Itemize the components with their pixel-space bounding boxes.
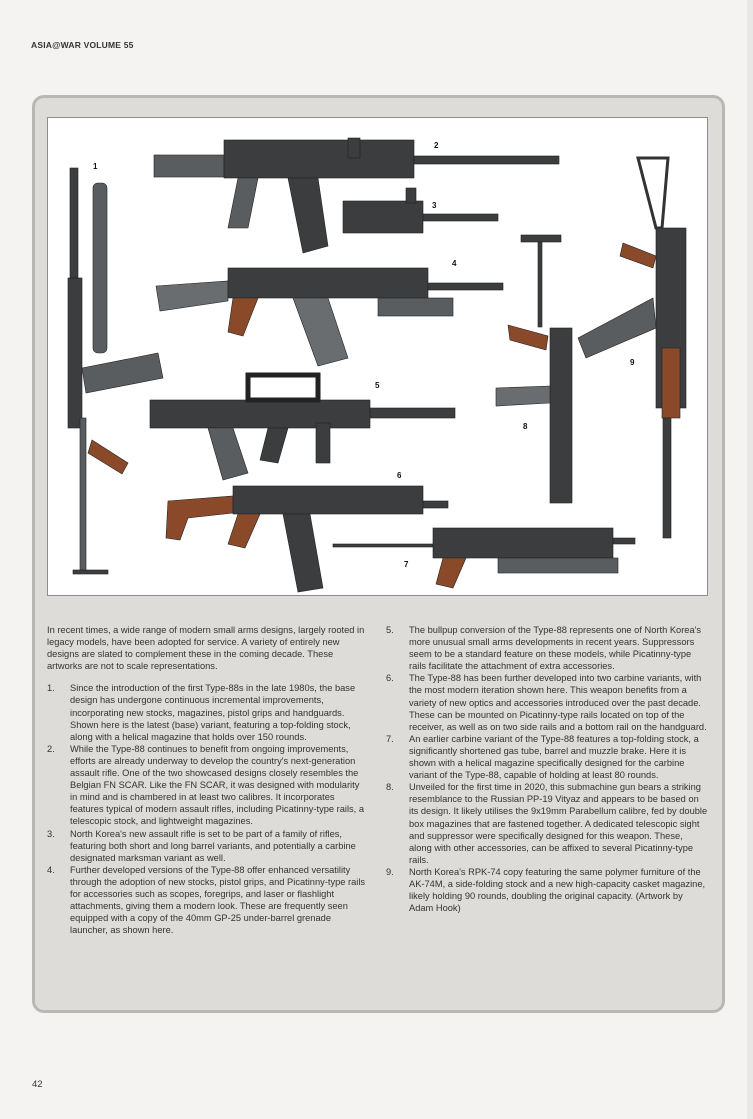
caption-item <box>386 866 708 914</box>
weapon-number-6: 6 <box>397 471 402 480</box>
page-number: 42 <box>32 1079 43 1090</box>
weapon-number-8: 8 <box>523 422 528 431</box>
caption-text: An earlier carbine variant of the Type-88 features a top-folding stock, a significantly shortened gas tube, barrel and muzzle brake. Here it is shown with a helical magazine specifically designed for the carbine variant of the Type-88, capable of holding at least 80 rounds. <box>409 733 699 781</box>
weapon-number-7: 7 <box>404 560 409 569</box>
weapon-number-2: 2 <box>434 141 439 150</box>
intro-paragraph: In recent times, a wide range of modern small arms designs, largely rooted in legacy models, have been adopted for service. A variety of entirely new designs are slated to complement these in the coming decade. These artworks are not to scale representations. <box>47 625 365 672</box>
caption-column-left <box>47 624 367 936</box>
caption-number: 2. <box>47 743 55 754</box>
caption-number: 9. <box>386 866 394 877</box>
weapon-number-1: 1 <box>93 162 98 171</box>
caption-number: 4. <box>47 864 55 875</box>
caption-number: 6. <box>386 673 394 684</box>
weapons-artwork <box>47 117 708 596</box>
weapon-1-illustration <box>68 168 163 574</box>
weapon-9-illustration <box>578 158 686 538</box>
weapon-5-illustration <box>150 375 455 480</box>
caption-text: The bullpup conversion of the Type-88 represents one of North Korea's more unusual small arms developments in recent years. Suppressors seem to be a standard feature on these models, while Picatinny-type rails facilitate the attachment of extra accessories. <box>409 625 702 672</box>
weapon-number-5: 5 <box>375 381 380 390</box>
caption-item <box>386 733 708 781</box>
caption-text: Unveiled for the first time in 2020, this submachine gun bears a striking resemblance to the Russian PP-19 Vityaz and appears to be based on its design. It likely utilises the 9x19mm Parabellum calibre, fed by double box magazines that are fastened together. A dedicated telescopic sight and suppressor were specifically designed for this weapon. These, along with other accessories, can be affixed to several Picatinny-type rails. <box>409 782 708 865</box>
weapon-3-illustration <box>343 188 498 233</box>
caption-item <box>47 682 367 742</box>
weapon-8-illustration <box>496 235 572 503</box>
caption-item <box>386 624 708 672</box>
running-head: ASIA@WAR VOLUME 55 <box>31 40 134 50</box>
caption-item <box>47 828 367 864</box>
weapon-4-illustration <box>156 268 503 366</box>
caption-item <box>386 781 708 866</box>
caption-text: Since the introduction of the first Type-88s in the late 1980s, the base design has undergone continuous incremental improvements, incorporating new stocks, magazines, pistol grips and handguards. Shown here is the latest (base) variant, featuring a top-folding stock, along with a helical magazine that holds over 150 rounds. <box>70 683 356 742</box>
weapon-7-illustration <box>333 528 635 588</box>
weapon-number-9: 9 <box>630 358 635 367</box>
caption-text: North Korea's RPK-74 copy featuring the same polymer furniture of the AK-74M, a side-folding stock and a new high-capacity casket magazine, likely holding 90 rounds, doubling the original capacity. (Artwork by Adam Hook) <box>409 866 706 914</box>
caption-number: 8. <box>386 782 394 793</box>
caption-number: 1. <box>47 683 55 694</box>
weapon-number-4: 4 <box>452 259 457 268</box>
weapon-6-illustration <box>166 486 448 592</box>
caption-number: 7. <box>386 733 394 744</box>
weapon-number-3: 3 <box>432 201 437 210</box>
page-edge <box>747 0 753 1119</box>
caption-text: While the Type-88 continues to benefit from ongoing improvements, efforts are already underway to develop the country's next-generation assault rifle. One of the two showcased designs closely resembles the Belgian FN SCAR. Like the FN SCAR, it was designed with modularity in mind and is chambered in at least two calibres. It incorporates features typical of modern assault rifles, including Picatinny-type rails, a telescopic stock, and lightweight magazines. <box>70 743 365 827</box>
caption-item <box>386 672 708 732</box>
caption-text: North Korea's new assault rifle is set to be part of a family of rifles, featuring both short and long barrel variants, and potentially a carbine designated marksman variant as well. <box>70 828 356 863</box>
caption-item <box>47 743 367 828</box>
caption-text: The Type-88 has been further developed into two carbine variants, with the most modern iteration shown here. This weapon benefits from a variety of new optics and accessories introduced over the past decade. These can be mounted on Picatinny-type rails located on top of the receiver, as well as on two side rails and a bottom rail on the handguard. <box>409 673 707 732</box>
caption-number: 3. <box>47 828 55 839</box>
weapon-2-illustration <box>154 138 559 253</box>
caption-text: Further developed versions of the Type-88 offer enhanced versatility through the adoption of new stocks, pistol grips, and Picatinny-type rails for accessories such as scopes, foregrips, and laser or flashlight attachments, giving them a modern look. These are frequently seen equipped with a copy of the 40mm GP-25 under-barrel grenade launcher, as shown here. <box>70 864 366 936</box>
caption-item <box>47 864 367 937</box>
caption-number: 5. <box>386 625 394 635</box>
caption-column-right <box>386 624 708 914</box>
weapons-illustration <box>48 118 707 595</box>
